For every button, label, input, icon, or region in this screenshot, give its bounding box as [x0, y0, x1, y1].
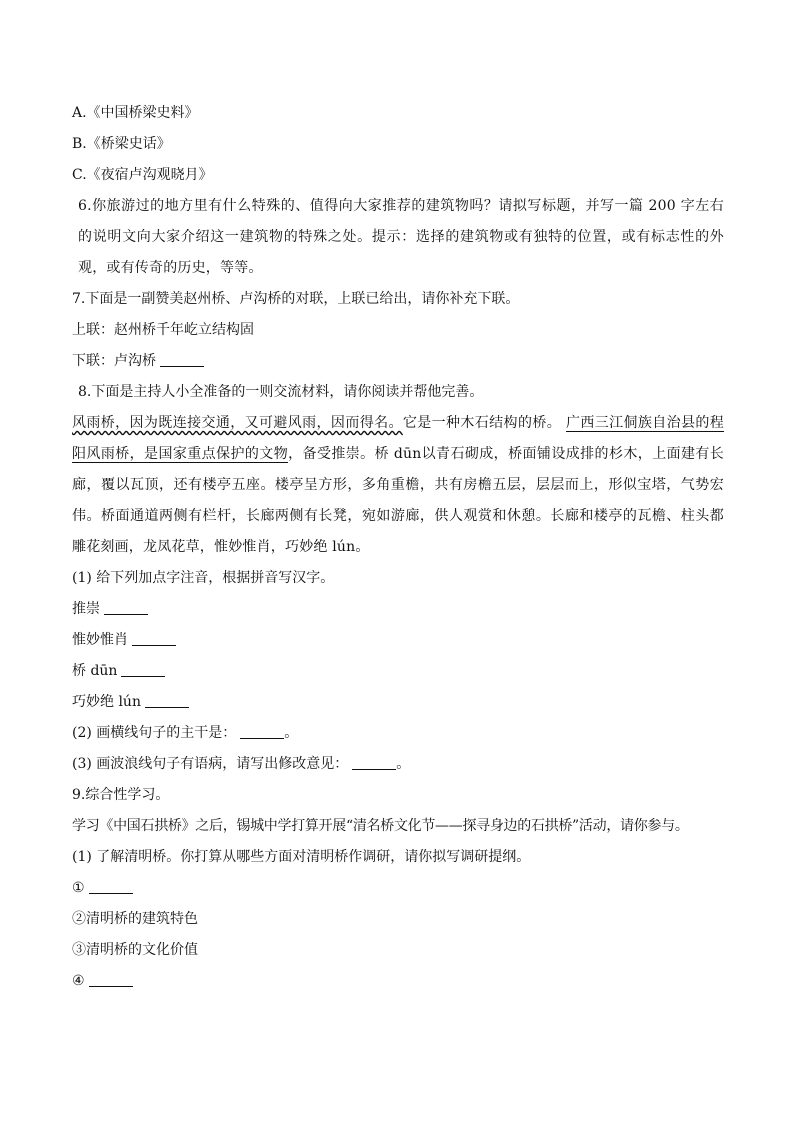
option-c: C.《夜宿卢沟观晓月》 — [72, 167, 213, 183]
couplet-lower-label: 下联：卢沟桥 — [72, 353, 156, 369]
sub-question-text: (2) 画横线句子的主干是： — [72, 725, 237, 741]
question-7-title: 7.下面是一副赞美赵州桥、卢沟桥的对联，上联已给出，请你补充下联。 — [72, 291, 520, 307]
question-6: 6.你旅游过的地方里有什么特殊的、值得向大家推荐的建筑物吗？请拟写标题，并写一篇 200 字左右的说明文向大家介绍这一建筑物的特殊之处。提示：选择的建筑物或有独特的位置，或有标志性的外观，或有传奇的历史，等等。 — [78, 198, 724, 276]
pinyin-item — [72, 687, 724, 718]
option-a: A.《中国桥梁史料》 — [72, 105, 199, 121]
outline-marker: ④ — [72, 973, 85, 989]
outline-item: ③清明桥的文化价值 — [72, 942, 198, 958]
straight-underlined-sentence: 广西三江侗族自治县的程阳风雨桥，是国家重点保护的文物 — [72, 415, 725, 462]
question-8-sub-2 — [72, 718, 724, 749]
question-8-title: 8.下面是主持人小全准备的一则交流材料，请你阅读并帮他完善。 — [78, 384, 484, 400]
outline-item — [72, 966, 724, 997]
outline-item — [72, 873, 724, 904]
answer-blank — [89, 972, 133, 987]
answer-blank — [240, 724, 284, 739]
end-mark: 。 — [284, 725, 299, 741]
answer-blank — [145, 693, 189, 708]
document-content — [72, 98, 724, 997]
answer-blank — [352, 755, 396, 770]
answer-blank — [104, 600, 148, 615]
passage-text: 它是一种木石结构的桥。 — [402, 415, 562, 431]
couplet-upper: 上联：赵州桥千年屹立结构固 — [72, 322, 254, 338]
question-8-sub-1: (1) 给下列加点字注音，根据拼音写汉字。 — [72, 570, 335, 586]
question-9-sub-1: (1) 了解清明桥。你打算从哪些方面对清明桥作调研，请你拟写调研提纲。 — [72, 849, 531, 865]
sub-question-text: (3) 画波浪线句子有语病，请写出修改意见： — [72, 756, 349, 772]
outline-item: ②清明桥的建筑特色 — [72, 911, 198, 927]
pinyin-item — [72, 594, 724, 625]
question-8-passage — [72, 408, 724, 563]
answer-blank — [121, 662, 165, 677]
couplet-lower — [72, 346, 724, 377]
answer-blank — [160, 352, 204, 367]
outline-marker: ① — [72, 880, 85, 896]
option-b: B.《桥梁史话》 — [72, 136, 171, 152]
pinyin-item-label: 惟妙惟肖 — [72, 632, 128, 648]
wavy-underlined-sentence: 风雨桥，因为既连接交通，又可避风雨，因而得名。 — [72, 415, 403, 431]
question-9-intro: 学习《中国石拱桥》之后，锡城中学打算开展“清名桥文化节——探寻身边的石拱桥”活动，请你参与。 — [72, 818, 689, 834]
pinyin-item-label: 巧妙绝 lún — [72, 694, 141, 710]
pinyin-item-label: 桥 dūn — [72, 663, 118, 679]
end-mark: 。 — [396, 756, 411, 772]
pinyin-item — [72, 656, 724, 687]
passage-text: ，备受推崇。桥 dūn以青石砌成，桥面铺设成排的杉木，上面建有长廊，覆以瓦顶，还有楼亭五座。楼亭呈方形，多角重檐，共有房檐五层，层层而上，形似宝塔，气势宏伟。桥面通道两侧有栏杆，长廊两侧有长凳，宛如游廊，供人观赏和休憩。长廊和楼亭的瓦檐、柱头都雕花刻画，龙凤花草，惟妙惟肖，巧妙绝 lún。 — [72, 446, 725, 555]
answer-blank — [89, 879, 133, 894]
answer-blank — [132, 631, 176, 646]
pinyin-item — [72, 625, 724, 656]
pinyin-item-label: 推崇 — [72, 601, 100, 617]
question-9-title: 9.综合性学习。 — [72, 787, 170, 803]
question-8-sub-3 — [72, 749, 724, 780]
